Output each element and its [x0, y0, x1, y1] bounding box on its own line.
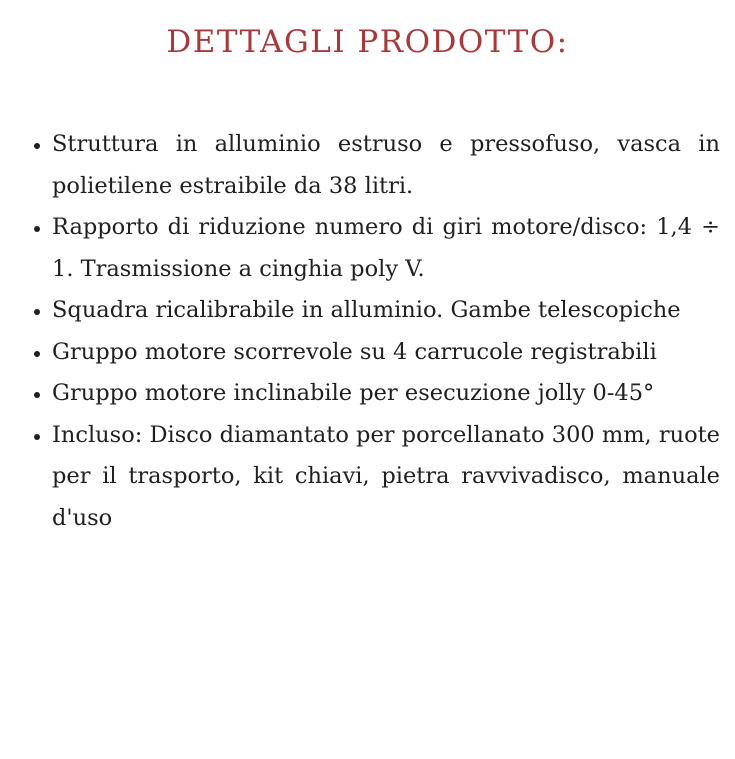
list-item: • Rapporto di riduzione numero di giri motore/disco: 1,4 ÷ 1. Trasmissione a cinghia poly V.	[52, 207, 720, 290]
list-item: • Gruppo motore inclinabile per esecuzione jolly 0-45°	[52, 373, 720, 415]
list-item: • Struttura in alluminio estruso e pressofuso, vasca in polietilene estraibile da 38 litri.	[52, 124, 720, 207]
product-details-list	[0, 124, 720, 539]
product-details-page	[0, 24, 735, 759]
page-title: DETTAGLI PRODOTTO:	[166, 24, 569, 60]
list-item: • Incluso: Disco diamantato per porcellanato 300 mm, ruote per il trasporto, kit chiavi, pietra ravvivadisco, manuale d'uso	[52, 415, 720, 540]
list-item: • Gruppo motore scorrevole su 4 carrucole registrabili	[52, 332, 720, 374]
list-item: • Squadra ricalibrabile in alluminio. Gambe telescopiche	[52, 290, 720, 332]
